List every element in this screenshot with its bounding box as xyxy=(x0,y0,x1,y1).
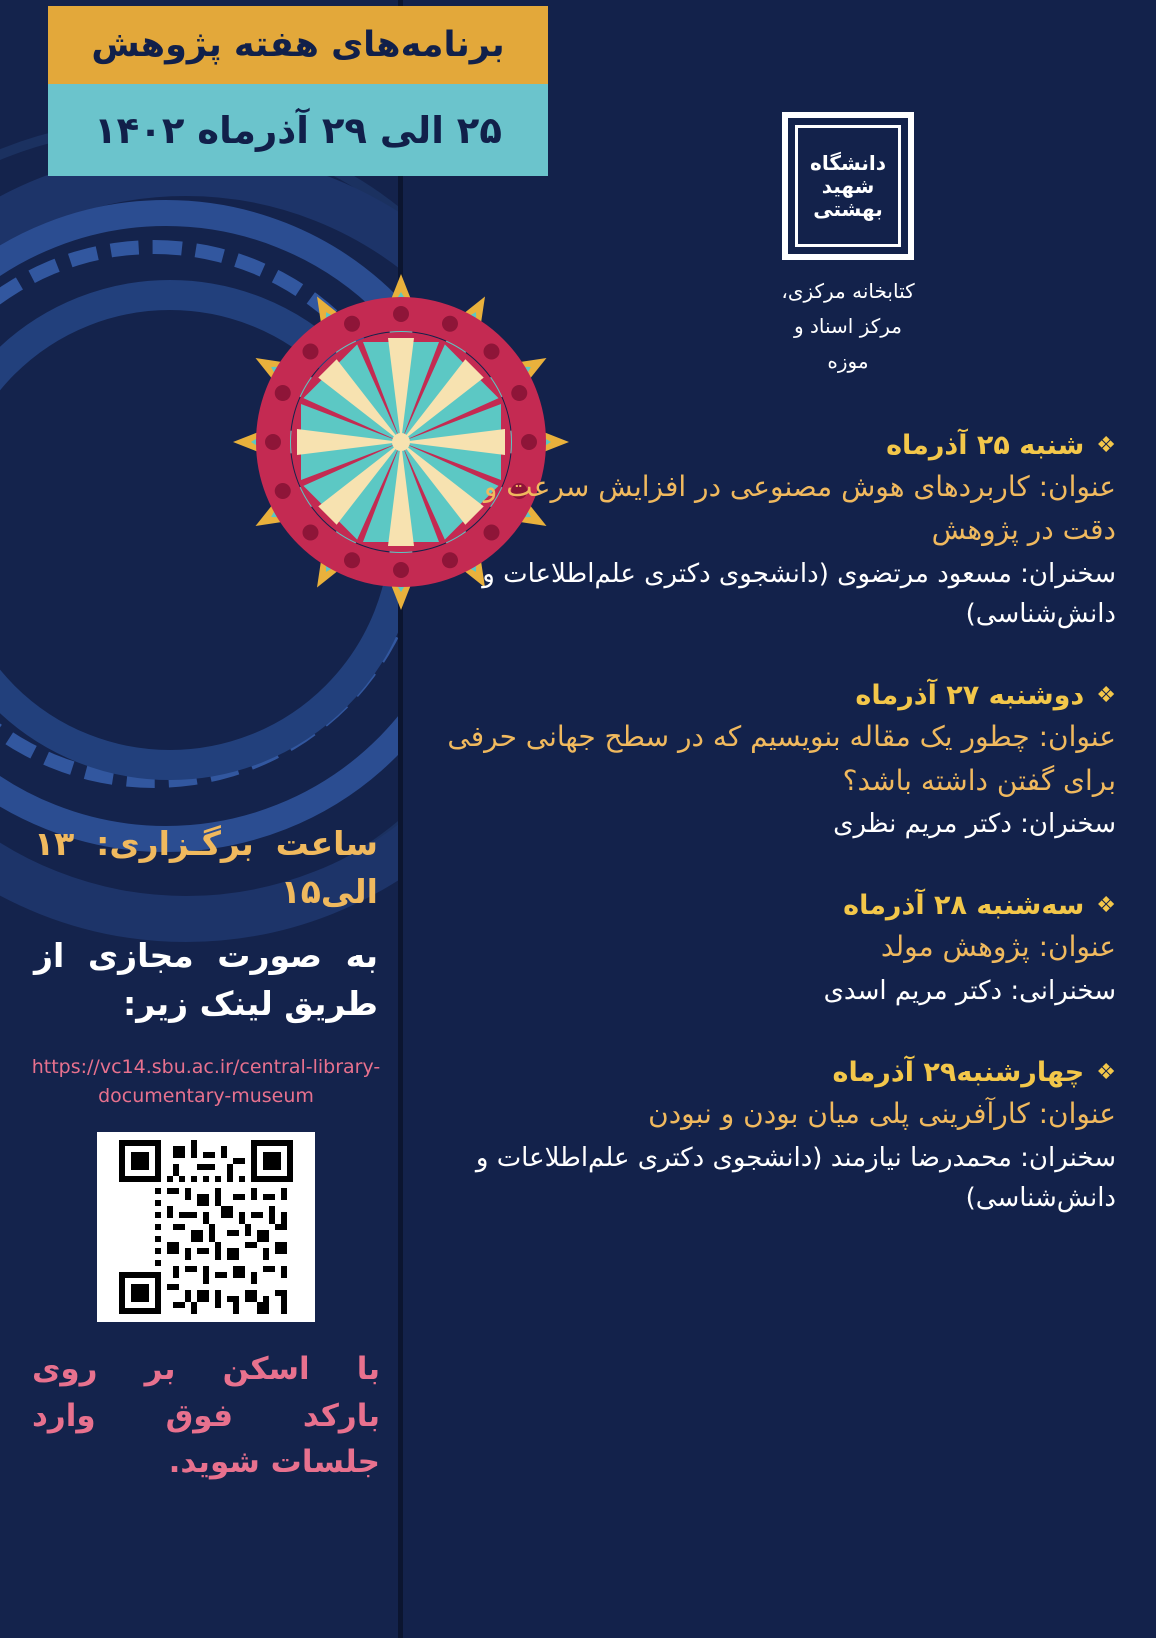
logo-caption-line1: کتابخانه مرکزی، xyxy=(781,279,915,303)
diamond-bullet-icon: ❖ xyxy=(1096,892,1116,918)
meeting-link[interactable]: https://vc14.sbu.ac.ir/central-library-documentary-museum xyxy=(31,1056,381,1107)
session-title: عنوان: کارآفرینی پلی میان بودن و نبودن xyxy=(648,1097,1116,1131)
scan-instruction xyxy=(18,1346,394,1486)
page-title: برنامه‌های هفته پژوهش xyxy=(91,25,505,65)
session-speaker: سخنران: مسعود مرتضوی (دانشجوی دکتری علم‌اطلاعات و دانش‌شناسی) xyxy=(482,558,1116,630)
session-title: عنوان: پژوهش مولد xyxy=(880,930,1116,964)
logo-block xyxy=(778,112,918,379)
session-title: عنوان: کاربردهای هوش مصنوعی در افزایش سرعت و دقت در پژوهش xyxy=(483,470,1116,547)
event-time: ساعت برگـزاری: ۱۳ الی۱۵ xyxy=(34,824,378,911)
university-logo-icon xyxy=(782,112,914,260)
qr-code-icon xyxy=(117,1140,295,1314)
poster-title-bar xyxy=(48,6,548,84)
session-speaker: سخنران: محمدرضا نیازمند (دانشجوی دکتری علم‌اطلاعات و دانش‌شناسی) xyxy=(475,1142,1116,1213)
session-title: عنوان: چطور یک مقاله بنویسیم که در سطح جهانی حرفی برای گفتن داشته باشد؟ xyxy=(447,720,1116,797)
session-day-row xyxy=(440,430,1116,461)
info-block xyxy=(18,820,394,1486)
scan-instruction-line3: جلسات شوید. xyxy=(168,1444,380,1481)
session-day: شنبه ۲۵ آذرماه xyxy=(886,430,1085,461)
diamond-bullet-icon: ❖ xyxy=(1096,682,1116,708)
session-item xyxy=(440,430,1116,634)
poster-dates: ۲۵ الی ۲۹ آذرماه ۱۴۰۲ xyxy=(94,108,502,152)
session-day: چهارشنبه۲۹ آذرماه xyxy=(832,1057,1085,1089)
session-day: دوشنبه ۲۷ آذرماه xyxy=(855,680,1085,712)
qr-code[interactable] xyxy=(97,1132,315,1322)
virtual-notice: به صورت مجازی از طریق لینک زیر: xyxy=(34,935,378,1023)
session-day-row xyxy=(440,1057,1116,1088)
panel-divider xyxy=(398,0,403,1638)
session-item xyxy=(440,1057,1116,1218)
logo-caption xyxy=(778,274,918,379)
university-logo-mark: دانشگاه شهید بهشتی xyxy=(795,125,901,247)
session-item xyxy=(440,680,1116,844)
session-day-row xyxy=(440,890,1116,921)
diamond-bullet-icon: ❖ xyxy=(1096,1059,1116,1085)
session-item xyxy=(440,890,1116,1011)
session-day-row xyxy=(440,680,1116,711)
session-day: سه‌شنبه ۲۸ آذرماه xyxy=(843,890,1085,922)
session-list xyxy=(440,430,1116,1264)
session-speaker: سخنرانی: دکتر مریم اسدی xyxy=(823,975,1116,1006)
session-speaker: سخنران: دکتر مریم نظری xyxy=(833,809,1116,840)
diamond-bullet-icon: ❖ xyxy=(1096,432,1116,458)
scan-instruction-line2: بارکد فوق وارد xyxy=(32,1397,380,1434)
scan-instruction-line1: با اسکن بر روی xyxy=(32,1351,380,1388)
logo-caption-line2: مرکز اسناد و موزه xyxy=(793,314,903,373)
poster-date-bar xyxy=(48,84,548,176)
